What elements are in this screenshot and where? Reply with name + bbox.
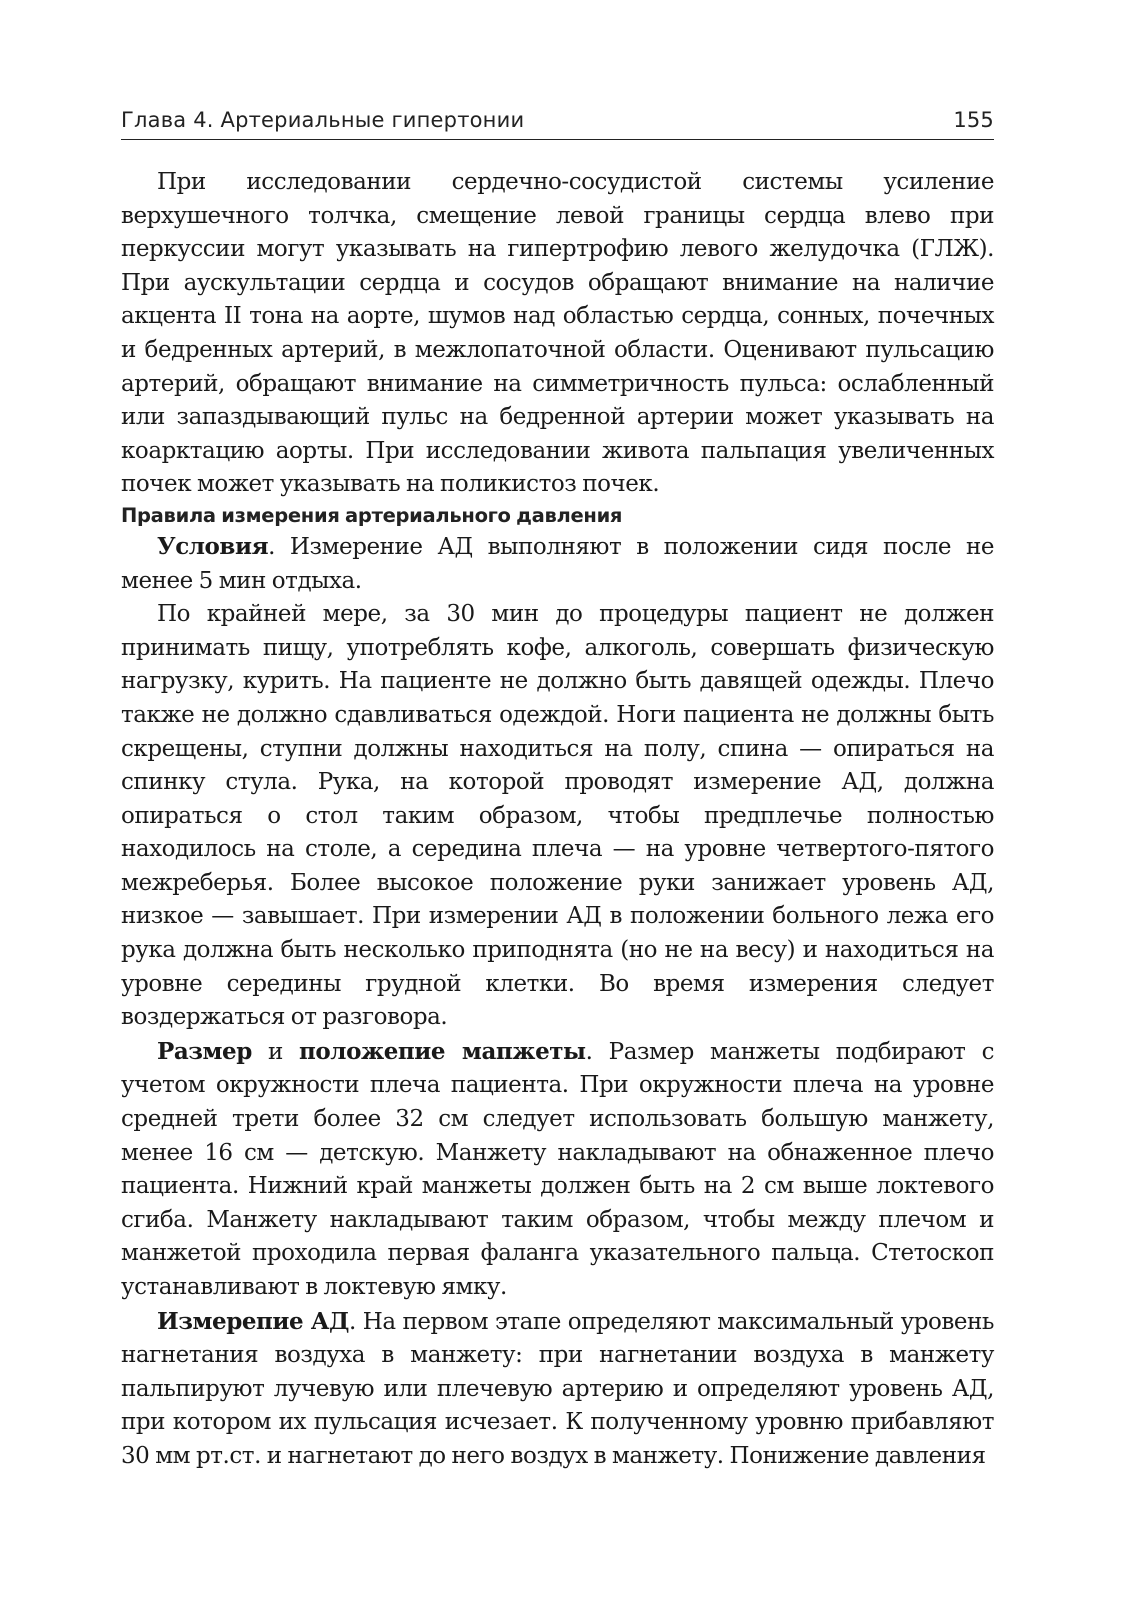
running-header xyxy=(121,108,994,140)
cuff-position-label: положепие мапжеты xyxy=(299,1037,586,1065)
section-heading: Правила измерения артериального давления xyxy=(121,503,623,527)
conditions-text: . Измерение АД выполняют в положении сидя после не менее 5 мин отдыха. xyxy=(121,533,994,594)
paragraph-measurement xyxy=(121,1305,994,1474)
cuff-conjunction: и xyxy=(251,1038,300,1065)
cuff-size-label: Размер xyxy=(157,1037,252,1065)
measurement-label: Измерепие АД xyxy=(157,1307,350,1335)
page-body xyxy=(121,166,994,1474)
measurement-text: . На первом этапе определяют максимальный уровень нагнетания воздуха в манжету: при нагнетании воздуха в манжету пальпируют лучевую или плечевую артерию и определяют уровень АД, при котором их пульсация исчезает. К полученному уровню прибавляют 30 мм рт.ст. и нагнетают до него воздух в манжету. Понижение давления xyxy=(121,1308,995,1469)
conditions-label: Условия xyxy=(157,532,269,560)
paragraph-preparation: По крайней мере, за 30 мин до процедуры пациент не должен принимать пищу, употреблять кофе, алкоголь, совершать физическую нагрузку, курить. На пациенте не должно быть давящей одежды. Плечо также не должно сдавливаться одеждой. Ноги пациента не должны быть скрещены, ступни должны находиться на полу, спина — опираться на спинку стула. Рука, на которой проводят измерение АД, должна опираться о стол таким образом, чтобы предплечье полностью находилось на столе, а середина плеча — на уровне четвертого-пятого межреберья. Более высокое положение руки занижает уровень АД, низкое — завышает. При измерении АД в положении больного лежа его рука должна быть несколько приподнята (но не на весу) и находиться на уровне середины грудной клетки. Во время измерения следует воздержаться от разговора. xyxy=(121,601,994,1031)
book-page xyxy=(121,108,994,1474)
paragraph-examination: При исследовании сердечно-сосудистой системы усиление верхушечного толчка, смещение левой границы сердца влево при перкуссии могут указывать на гипертрофию левого желудочка (ГЛЖ). При аускультации сердца и сосудов обращают внимание на наличие акцента II тона на аорте, шумов над областью сердца, сонных, почечных и бедренных артерий, в межлопаточной области. Оценивают пульсацию артерий, обращают внимание на симметричность пульса: ослабленный или запаздывающий пульс на бедренной артерии может указывать на коарктацию аорты. При исследовании живота пальпация увеличенных почек может указывать на поликистоз почек. xyxy=(121,169,994,498)
chapter-title: Глава 4. Артериальные гипертонии xyxy=(121,108,525,132)
page-number: 155 xyxy=(953,108,994,132)
cuff-text: . Размер манжеты подбирают с учетом окружности плеча пациента. При окружности плеча на уровне средней трети более 32 см следует использовать большую манжету, менее 16 см — детскую. Манжету накладывают на обнаженное плечо пациента. Нижний край манжеты должен быть на 2 см выше локтевого сгиба. Манжету накладывают таким образом, чтобы между плечом и манжетой проходила первая фаланга указательного пальца. Стетоскоп устанавливают в локтевую ямку. xyxy=(121,1038,994,1300)
paragraph-cuff xyxy=(121,1035,994,1305)
paragraph-conditions xyxy=(121,530,994,598)
